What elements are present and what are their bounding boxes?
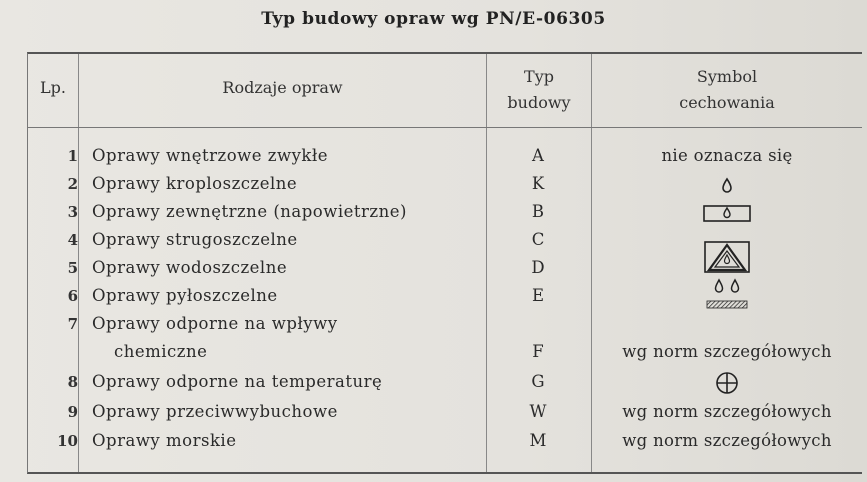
table-row [28, 282, 862, 310]
row-name: Oprawy wodoszczelne [92, 258, 288, 277]
row-symbol-text: wg norm szczegółowych [622, 402, 832, 421]
single-drop-icon [717, 174, 737, 196]
row-symbol [592, 368, 862, 396]
row-number: 5 [67, 259, 78, 277]
row-typ: K [531, 174, 545, 193]
row-typ: W [529, 402, 547, 421]
row-typ: C [531, 230, 545, 249]
row-name: Oprawy wnętrzowe zwykłe [92, 146, 329, 165]
row-number: 10 [57, 432, 78, 450]
row-name: Oprawy zewnętrzne (napowietrzne) [92, 202, 407, 221]
lamp-types-table [27, 52, 862, 474]
row-number: 2 [67, 175, 78, 193]
row-name: Oprawy pyłoszczelne [92, 286, 278, 305]
row-name: Oprawy przeciwwybuchowe [92, 402, 338, 421]
header-typ-line2: budowy [507, 93, 571, 112]
table-row [28, 427, 862, 455]
row-typ: D [531, 258, 545, 277]
row-number: 4 [67, 231, 78, 249]
table-row [28, 398, 862, 426]
row-symbol-text: nie oznacza się [661, 146, 793, 165]
row-typ: E [531, 286, 545, 305]
row-number: 8 [67, 373, 78, 391]
table-row [28, 310, 862, 338]
header-typ-line1: Typ [524, 67, 554, 86]
table-row [28, 254, 862, 282]
table-row-continuation [28, 338, 862, 366]
row-symbol [592, 198, 862, 226]
row-number: 6 [67, 287, 78, 305]
row-name-continuation: chemiczne [114, 342, 208, 361]
drop-in-rectangle-icon [701, 201, 753, 225]
row-symbol-text: wg norm szczegółowych [622, 431, 832, 450]
row-typ: F [532, 342, 544, 361]
row-name: Oprawy odporne na temperaturę [92, 372, 383, 391]
row-name: Oprawy strugoszczelne [92, 230, 298, 249]
row-symbol [592, 282, 862, 312]
row-number: 1 [67, 147, 78, 165]
table-title: Typ budowy opraw wg PN/E-06305 [261, 9, 606, 29]
row-number: 3 [67, 203, 78, 221]
header-symbol-line2: cechowania [679, 93, 775, 112]
header-rodzaje: Rodzaje opraw [222, 78, 343, 97]
row-name: Oprawy morskie [92, 431, 237, 450]
table-row [28, 198, 862, 226]
table-row [28, 368, 862, 396]
row-typ: G [531, 372, 545, 391]
header-lp: Lp. [40, 78, 66, 97]
header-rule [28, 127, 862, 128]
row-number: 9 [67, 403, 78, 421]
row-name: Oprawy kroploszczelne [92, 174, 298, 193]
table-row [28, 226, 862, 254]
row-number: 7 [67, 315, 78, 333]
row-typ: A [532, 146, 544, 165]
row-name: Oprawy odporne na wpływy [92, 314, 338, 333]
crossed-circle-icon [714, 370, 740, 396]
row-typ: B [531, 202, 545, 221]
row-symbol [592, 170, 862, 198]
row-symbol-text: wg norm szczegółowych [622, 342, 832, 361]
table-row [28, 142, 862, 170]
header-symbol-line1: Symbol [696, 67, 758, 86]
row-typ: M [529, 431, 547, 450]
table-row [28, 170, 862, 198]
